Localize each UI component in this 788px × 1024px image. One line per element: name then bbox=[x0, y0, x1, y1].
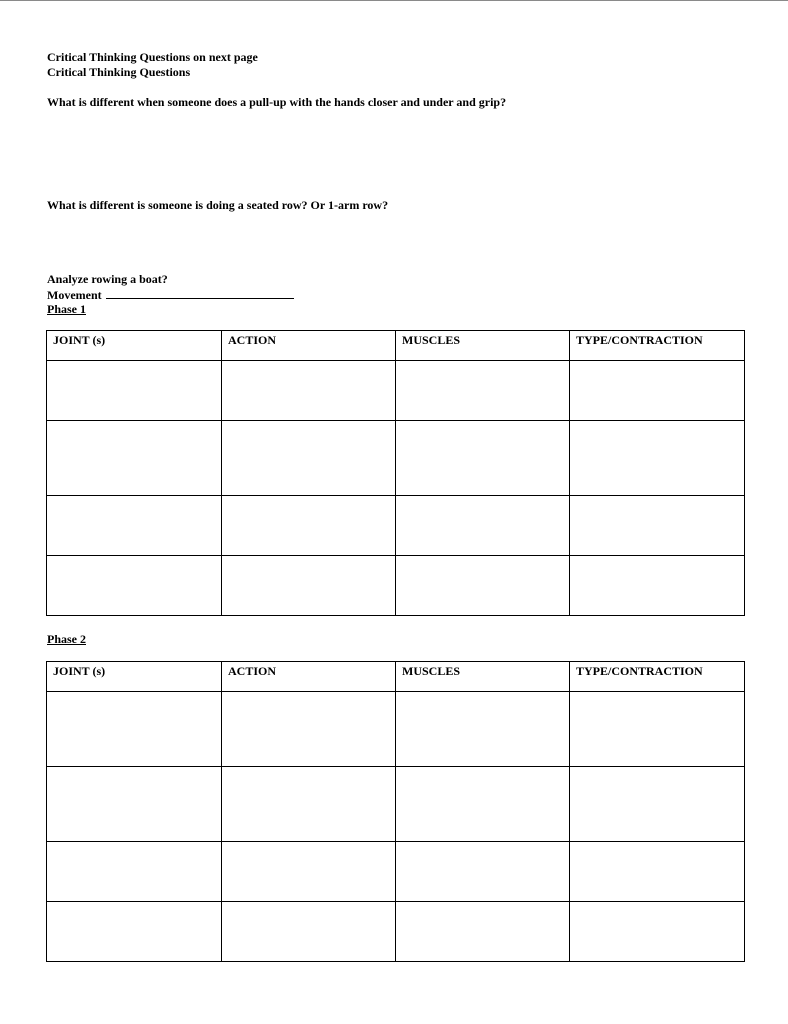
table-row bbox=[47, 361, 745, 421]
cell-muscles[interactable] bbox=[396, 767, 570, 842]
header-action: ACTION bbox=[222, 331, 396, 361]
cell-type-contraction[interactable] bbox=[570, 496, 745, 556]
cell-joint[interactable] bbox=[47, 556, 222, 616]
table-row bbox=[47, 902, 745, 962]
header-joint: JOINT (s) bbox=[47, 331, 222, 361]
cell-joint[interactable] bbox=[47, 902, 222, 962]
cell-type-contraction[interactable] bbox=[570, 902, 745, 962]
movement-line bbox=[47, 288, 294, 302]
cell-action[interactable] bbox=[222, 496, 396, 556]
cell-joint[interactable] bbox=[47, 842, 222, 902]
table-header-row bbox=[47, 331, 745, 361]
cell-muscles[interactable] bbox=[396, 361, 570, 421]
table-header-row bbox=[47, 662, 745, 692]
movement-label: Movement bbox=[47, 288, 102, 302]
section-title: Critical Thinking Questions bbox=[47, 65, 191, 79]
cell-muscles[interactable] bbox=[396, 692, 570, 767]
cell-action[interactable] bbox=[222, 842, 396, 902]
cell-action[interactable] bbox=[222, 902, 396, 962]
header-muscles: MUSCLES bbox=[396, 331, 570, 361]
cell-muscles[interactable] bbox=[396, 421, 570, 496]
phase-2-table bbox=[46, 661, 745, 962]
header-type-contraction: TYPE/CONTRACTION bbox=[570, 331, 745, 361]
table-row bbox=[47, 692, 745, 767]
cell-type-contraction[interactable] bbox=[570, 842, 745, 902]
cell-joint[interactable] bbox=[47, 361, 222, 421]
page-top-border bbox=[0, 0, 788, 1]
cell-joint[interactable] bbox=[47, 496, 222, 556]
cell-type-contraction[interactable] bbox=[570, 556, 745, 616]
cell-type-contraction[interactable] bbox=[570, 361, 745, 421]
cell-joint[interactable] bbox=[47, 421, 222, 496]
cell-type-contraction[interactable] bbox=[570, 692, 745, 767]
table-row bbox=[47, 767, 745, 842]
cell-muscles[interactable] bbox=[396, 842, 570, 902]
header-action: ACTION bbox=[222, 662, 396, 692]
phase-1-table bbox=[46, 330, 745, 616]
cell-muscles[interactable] bbox=[396, 556, 570, 616]
header-joint: JOINT (s) bbox=[47, 662, 222, 692]
cell-muscles[interactable] bbox=[396, 902, 570, 962]
table-row bbox=[47, 556, 745, 616]
cell-joint[interactable] bbox=[47, 767, 222, 842]
phase-1-label: Phase 1 bbox=[47, 302, 86, 316]
question-seated-row: What is different is someone is doing a seated row? Or 1-arm row? bbox=[47, 198, 389, 212]
table-row bbox=[47, 496, 745, 556]
table-row bbox=[47, 421, 745, 496]
cell-muscles[interactable] bbox=[396, 496, 570, 556]
cell-action[interactable] bbox=[222, 767, 396, 842]
cell-joint[interactable] bbox=[47, 692, 222, 767]
phase-2-label: Phase 2 bbox=[47, 632, 86, 646]
cell-action[interactable] bbox=[222, 556, 396, 616]
table-row bbox=[47, 842, 745, 902]
next-page-note: Critical Thinking Questions on next page bbox=[47, 50, 258, 64]
movement-blank-field[interactable] bbox=[106, 288, 294, 299]
header-type-contraction: TYPE/CONTRACTION bbox=[570, 662, 745, 692]
question-pull-up: What is different when someone does a pull-up with the hands closer and under and grip? bbox=[47, 95, 507, 109]
cell-action[interactable] bbox=[222, 421, 396, 496]
header-muscles: MUSCLES bbox=[396, 662, 570, 692]
cell-type-contraction[interactable] bbox=[570, 767, 745, 842]
cell-action[interactable] bbox=[222, 692, 396, 767]
cell-type-contraction[interactable] bbox=[570, 421, 745, 496]
analyze-prompt: Analyze rowing a boat? bbox=[47, 272, 168, 286]
cell-action[interactable] bbox=[222, 361, 396, 421]
